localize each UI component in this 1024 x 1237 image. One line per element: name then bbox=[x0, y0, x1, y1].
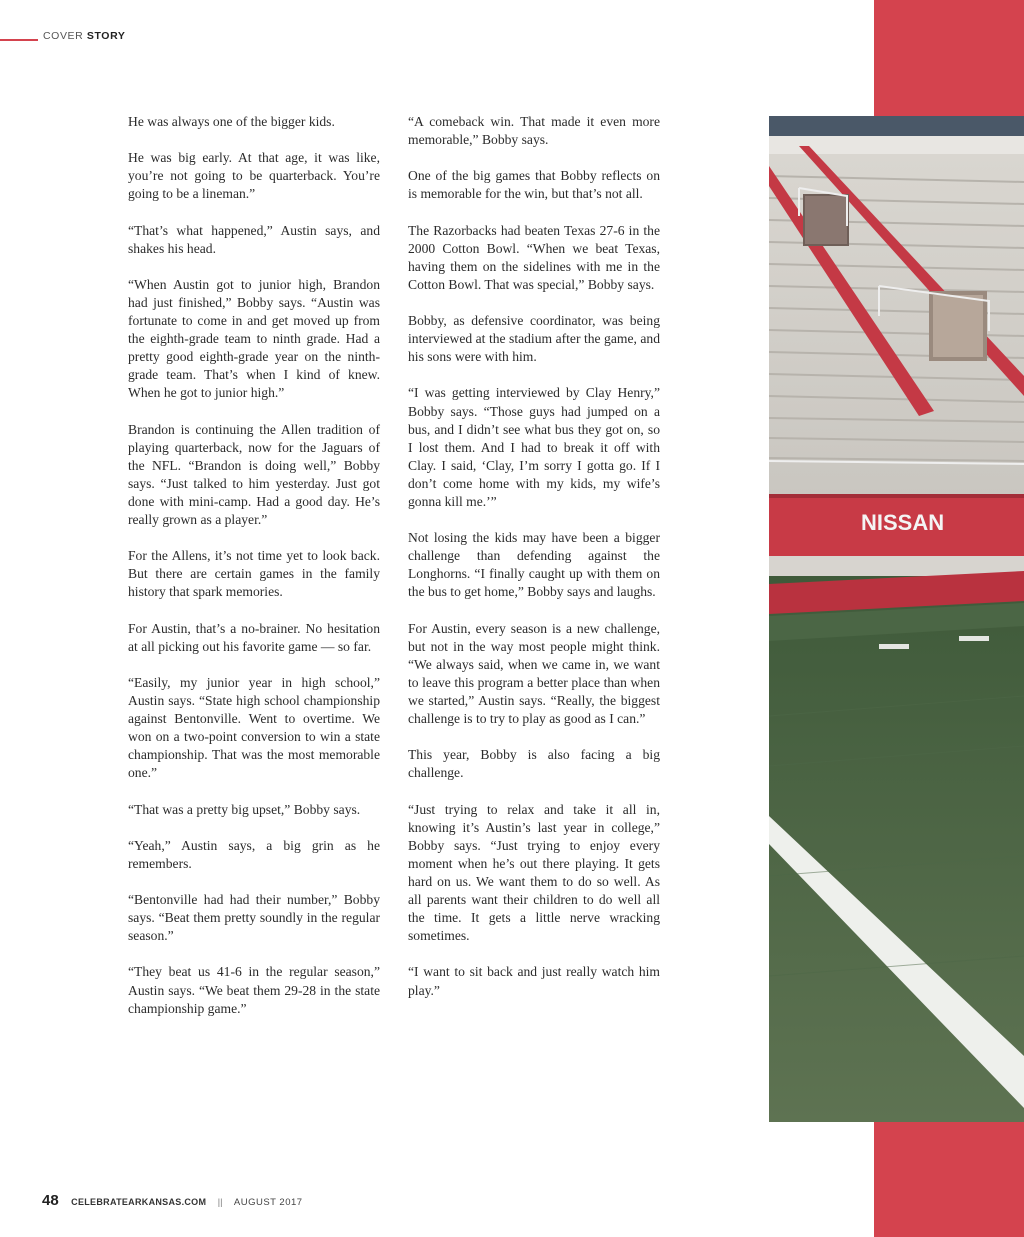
header-accent-rule bbox=[0, 39, 38, 41]
paragraph: “A comeback win. That made it even more memorable,” Bobby says. bbox=[408, 114, 660, 148]
page-footer bbox=[42, 1192, 303, 1210]
nissan-sign: NISSAN bbox=[861, 510, 945, 535]
paragraph: “Easily, my junior year in high school,” Austin says. “State high school championship against Bentonville. Went to overtime. We won on a two-point conversion to win a state championship. That was the most memorable one.” bbox=[128, 674, 380, 781]
paragraph: For the Allens, it’s not time yet to look back. But there are certain games in the family history that spark memories. bbox=[128, 548, 380, 600]
red-accent-block-top bbox=[874, 0, 1024, 116]
article-column-left bbox=[128, 113, 380, 1036]
paragraph: “I want to sit back and just really watch him play.” bbox=[408, 964, 660, 998]
section-kicker: COVER bbox=[43, 30, 84, 42]
paragraph: He was always one of the bigger kids. bbox=[128, 114, 335, 129]
paragraph: For Austin, that’s a no-brainer. No hesitation at all picking out his favorite game — so far. bbox=[128, 620, 380, 654]
paragraph: The Razorbacks had beaten Texas 27-6 in the 2000 Cotton Bowl. “When we beat Texas, having them on the sidelines with me in the Cotton Bowl. That was special,” Bobby says. bbox=[408, 222, 660, 292]
paragraph: “Yeah,” Austin says, a big grin as he remembers. bbox=[128, 837, 380, 871]
page-number: 48 bbox=[42, 1192, 59, 1209]
stadium-photo bbox=[769, 116, 1024, 1122]
site-url: CELEBRATEARKANSAS.COM bbox=[71, 1197, 207, 1207]
paragraph: Bobby, as defensive coordinator, was being interviewed at the stadium after the game, and his sons were with him. bbox=[408, 313, 660, 365]
paragraph: One of the big games that Bobby reflects on is memorable for the win, but that’s not all. bbox=[408, 168, 660, 202]
red-accent-block-bottom bbox=[874, 1122, 1024, 1237]
paragraph: For Austin, every season is a new challenge, but not in the way most people might think. “We always said, when we came in, we want to leave this program a better place than when we started,” Austin says. “Really, the biggest challenge is to try to play as good as I can.” bbox=[408, 620, 660, 727]
paragraph: Not losing the kids may have been a bigger challenge than defending against the Longhorns. “I finally caught up with them on the bus to get home,” Bobby says and laughs. bbox=[408, 530, 660, 600]
paragraph: “Just trying to relax and take it all in, knowing it’s Austin’s last year in college,” Bobby says. “Just trying to enjoy every moment when he’s out there playing. It gets hard on us. We want them to do so well. As all parents want their children to do well all the time. It gets a little nerve wracking sometimes. bbox=[408, 801, 660, 944]
paragraph: “Bentonville had had their number,” Bobby says. “Beat them pretty soundly in the regular season.” bbox=[128, 892, 380, 944]
paragraph: “That’s what happened,” Austin says, and shakes his head. bbox=[128, 222, 380, 256]
paragraph: “I was getting interviewed by Clay Henry,” Bobby says. “Those guys had jumped on a bus, and I didn’t see what bus they got on, so I lost them. And I had to break it off with Clay. I said, ‘Clay, I’m sorry I gotta go. If I don’t come home with my kids, my wife’s gonna kill me.’” bbox=[408, 385, 660, 509]
issue-date: AUGUST 2017 bbox=[233, 1197, 303, 1208]
footer-separator: || bbox=[217, 1197, 223, 1207]
paragraph: “When Austin got to junior high, Brandon had just finished,” Bobby says. “Austin was fortunate to come in and get moved up from the eighth-grade team to ninth grade. Had a pretty good eighth-grade year on the ninth-grade team. That’s when I kind of knew. When he got to junior high.” bbox=[128, 276, 380, 401]
paragraph: “That was a pretty big upset,” Bobby says. bbox=[128, 801, 361, 817]
paragraph: He was big early. At that age, it was like, you’re not going to be quarterback. You’re going to be a lineman.” bbox=[128, 150, 380, 202]
paragraph: “They beat us 41-6 in the regular season,” Austin says. “We beat them 29-28 in the state championship game.” bbox=[128, 964, 380, 1016]
section-name: STORY bbox=[86, 30, 126, 42]
paragraph: Brandon is continuing the Allen tradition of playing quarterback, now for the Jaguars of the NFL. “Brandon is doing well,” Bobby says. “Just talked to him yesterday. Just got done with mini-camp. Had a good day. He’s really grown as a player.” bbox=[128, 421, 380, 528]
article-column-right bbox=[408, 113, 660, 1018]
section-label bbox=[43, 30, 125, 42]
paragraph: This year, Bobby is also facing a big challenge. bbox=[408, 747, 660, 781]
